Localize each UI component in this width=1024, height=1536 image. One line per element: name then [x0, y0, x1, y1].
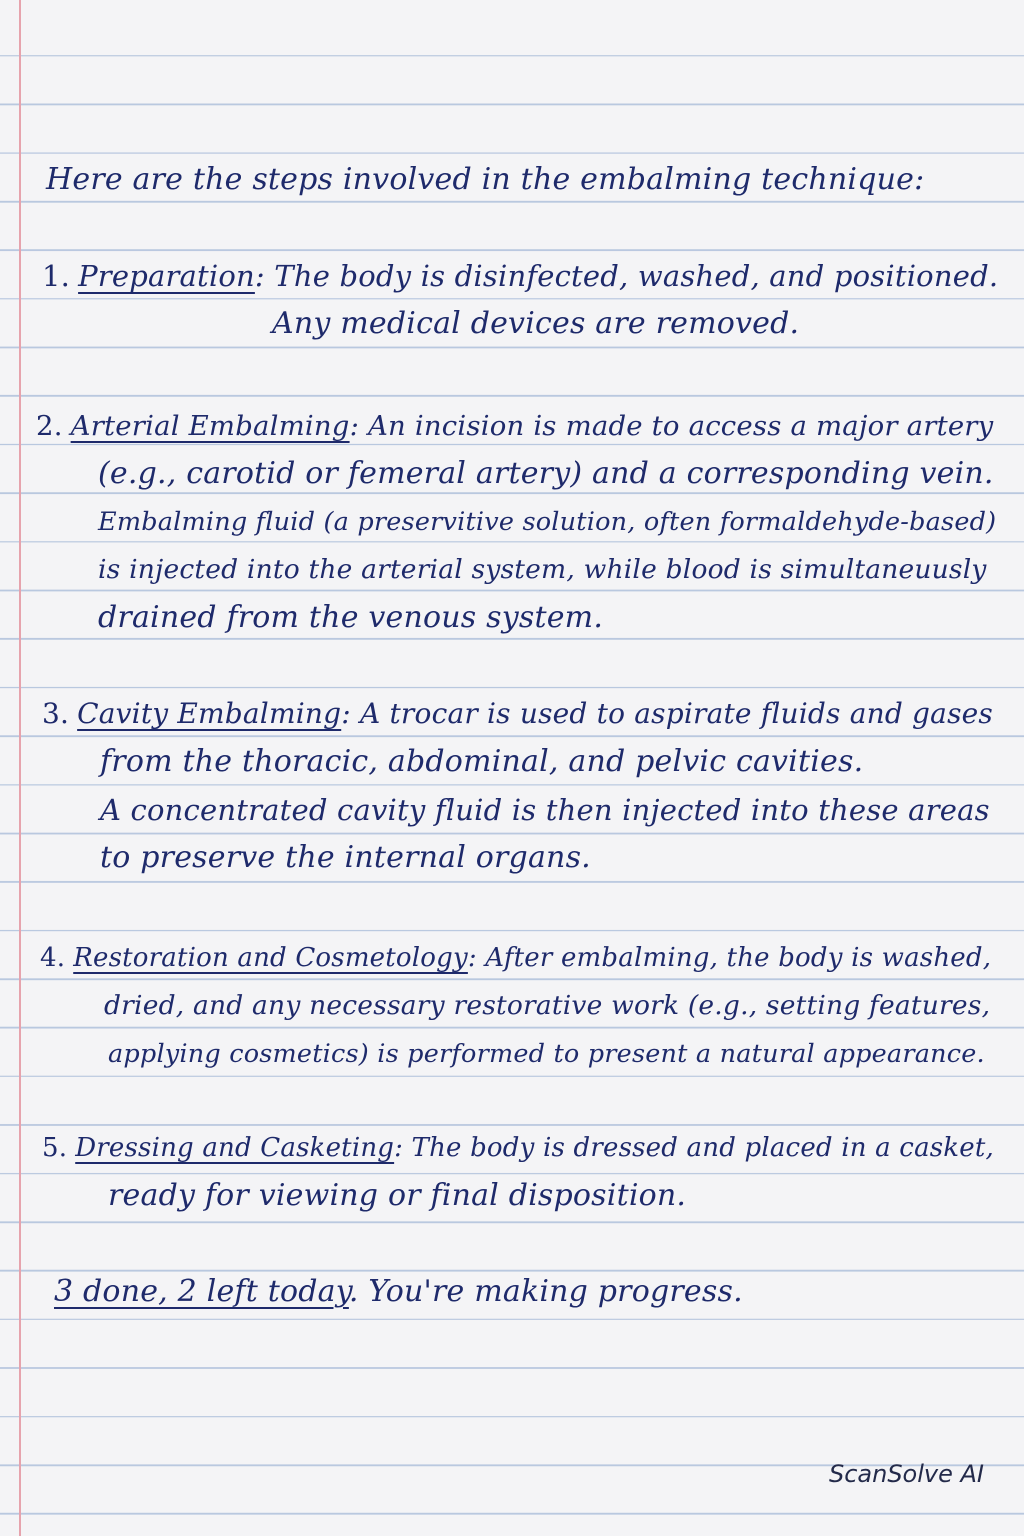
step-1-text: : The body is disinfected, washed, and positioned. — [254, 259, 999, 293]
step-3-text: : A trocar is used to aspirate fluids and gases — [341, 697, 993, 730]
step-2-number: 2. — [36, 410, 63, 442]
step-2-line: (e.g., carotid or femeral artery) and a corresponding vein. — [98, 456, 994, 491]
step-4-text: : After embalming, the body is washed, — [467, 943, 992, 973]
step-3-line: from the thoracic, abdominal, and pelvic cavities. — [100, 744, 864, 779]
margin-line — [19, 0, 21, 1536]
step-2-text: : An incision is made to access a major artery — [349, 410, 994, 442]
step-3-number: 3. — [42, 697, 70, 730]
step-5-first-line — [42, 1124, 994, 1172]
step-2-line: is injected into the arterial system, while blood is simultaneuusly — [98, 554, 987, 585]
step-3-first-line — [42, 690, 993, 738]
step-1-number: 1. — [42, 259, 71, 293]
step-4-line: applying cosmetics) is performed to present a natural appearance. — [108, 1039, 985, 1069]
intro-heading: Here are the steps involved in the embalming technique: — [46, 162, 925, 197]
step-4-title: Restoration and Cosmetology — [73, 943, 468, 973]
step-3-line: to preserve the internal organs. — [100, 840, 591, 875]
step-1-line: Any medical devices are removed. — [272, 306, 800, 341]
progress-message: . You're making progress. — [348, 1274, 743, 1309]
step-2-line: Embalming fluid (a preservitive solution, often formaldehyde-based) — [98, 507, 997, 537]
brand-watermark: ScanSolve AI — [828, 1460, 984, 1488]
progress-note — [54, 1268, 743, 1316]
progress-count: 3 done, 2 left today — [54, 1274, 349, 1309]
step-1-title: Preparation — [78, 259, 255, 293]
step-5-title: Dressing and Casketing — [75, 1133, 395, 1163]
step-4-number: 4. — [40, 943, 66, 973]
step-3-title: Cavity Embalming — [77, 697, 342, 730]
step-5-text: : The body is dressed and placed in a casket, — [394, 1133, 994, 1163]
step-4-line: dried, and any necessary restorative work (e.g., setting features, — [104, 990, 991, 1021]
step-3-line: A concentrated cavity fluid is then injected into these areas — [100, 793, 990, 827]
step-2-first-line — [36, 402, 993, 450]
step-2-line: drained from the venous system. — [98, 600, 604, 635]
step-5-line: ready for viewing or final disposition. — [108, 1178, 687, 1213]
step-1-first-line — [42, 252, 998, 300]
step-2-title: Arterial Embalming — [70, 410, 350, 442]
step-4-first-line — [40, 934, 991, 982]
step-5-number: 5. — [42, 1133, 68, 1163]
